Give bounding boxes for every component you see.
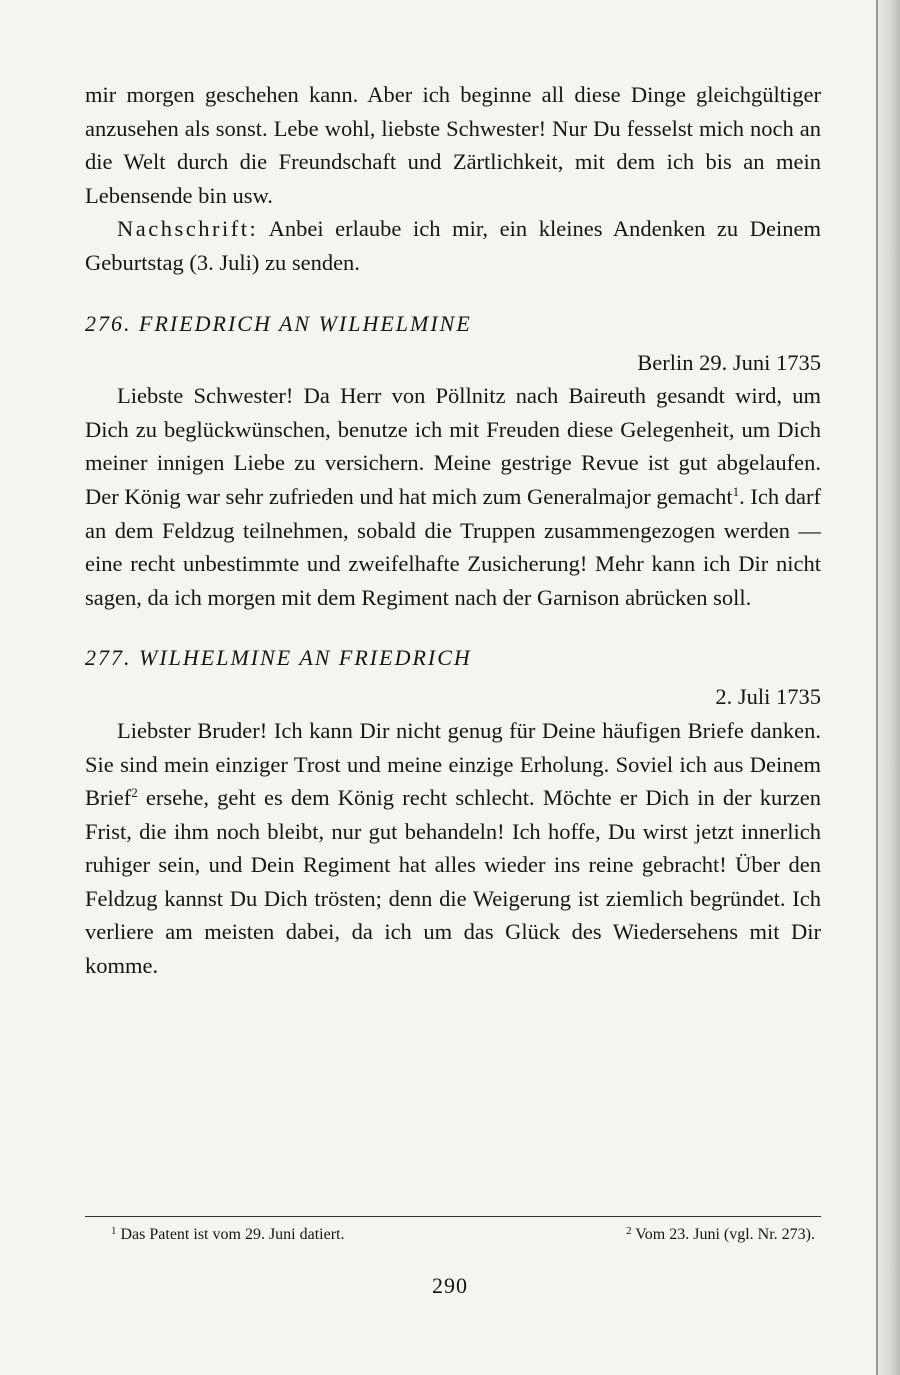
footnote-2 bbox=[600, 1224, 821, 1246]
footnote-2-text: Vom 23. Juni (vgl. Nr. 273). bbox=[631, 1226, 815, 1243]
footnote-1 bbox=[85, 1224, 344, 1246]
footnote-ref-1: 1 bbox=[732, 483, 740, 499]
letter-body-277-part2: ersehe, geht es dem König recht schlecht. Möchte er Dich in der kurzen Frist, die ihm noch bleibt, nur gut behandeln! Ich hoffe, Du wirst jetzt innerlich ruhiger sein, und Dein Regiment hat alles wieder ins reine gebracht! Über den Feldzug kannst Du Dich trösten; denn die Weigerung ist ziemlich begründet. Ich verliere am meisten dabei, da ich um das Glück des Wiedersehens mit Dir komme. bbox=[85, 785, 821, 979]
letter-heading-276: 276. FRIEDRICH AN WILHELMINE bbox=[85, 310, 472, 336]
letter-body-277 bbox=[85, 714, 821, 983]
footnote-ref-2: 2 bbox=[131, 785, 138, 801]
letter-body-276-part1: Liebste Schwester! Da Herr von Pöllnitz nach Baireuth gesandt wird, um Dich zu beglückwünschen, benutze ich mit Freuden diese Gelegenheit, um Dich meiner innigen Liebe zu versichern. Meine gestrige Revue ist gut abgelaufen. Der König war sehr zufrieden und hat mich zum Generalmajor gemacht bbox=[85, 383, 821, 509]
page-edge-line bbox=[876, 0, 878, 1375]
main-text bbox=[85, 78, 821, 983]
postscript-text: Anbei erlaube ich mir, ein kleines Andenken zu Deinem Geburtstag (3. Juli) zu senden. bbox=[85, 216, 821, 275]
postscript-label: Nachschrift: bbox=[117, 216, 259, 242]
dateline-277: 2. Juli 1735 bbox=[715, 684, 821, 710]
page-number: 290 bbox=[432, 1273, 468, 1298]
letter-body-277-part1: Liebster Bruder! Ich kann Dir nicht genug für Deine häufigen Briefe danken. Sie sind mein einziger Trost und meine einzige Erholung. Soviel ich aus Deinem Brief bbox=[85, 717, 821, 811]
letter-heading-277: 277. WILHELMINE AN FRIEDRICH bbox=[85, 645, 472, 671]
intro-paragraph: mir morgen geschehen kann. Aber ich beginne all diese Dinge gleichgültiger anzusehen als sonst. Lebe wohl, liebste Schwester! Nur Du fesselst mich noch an die Welt durch die Freundschaft und Zärtlichkeit, mit dem ich bis an mein Lebensende bin usw. bbox=[85, 82, 821, 208]
page-edge bbox=[876, 0, 900, 1375]
footnote-1-text: Das Patent ist vom 29. Juni datiert. bbox=[116, 1226, 345, 1243]
footnote-1-marker: 1 bbox=[111, 1225, 117, 1237]
postscript-paragraph bbox=[85, 212, 821, 279]
footnotes bbox=[85, 1224, 821, 1246]
footnote-rule bbox=[85, 1216, 821, 1217]
letter-body-276-part2: . Ich darf an dem Feldzug teilnehmen, sobald die Truppen zusammengezogen werden — eine recht unbestimmte und zweifelhafte Zusicherung! Mehr kann ich Dir nicht sagen, da ich morgen mit dem Regiment nach der Garnison abrücken soll. bbox=[85, 483, 822, 610]
dateline-276: Berlin 29. Juni 1735 bbox=[637, 349, 821, 375]
footnote-2-marker: 2 bbox=[626, 1225, 632, 1237]
letter-body-276 bbox=[85, 379, 821, 614]
